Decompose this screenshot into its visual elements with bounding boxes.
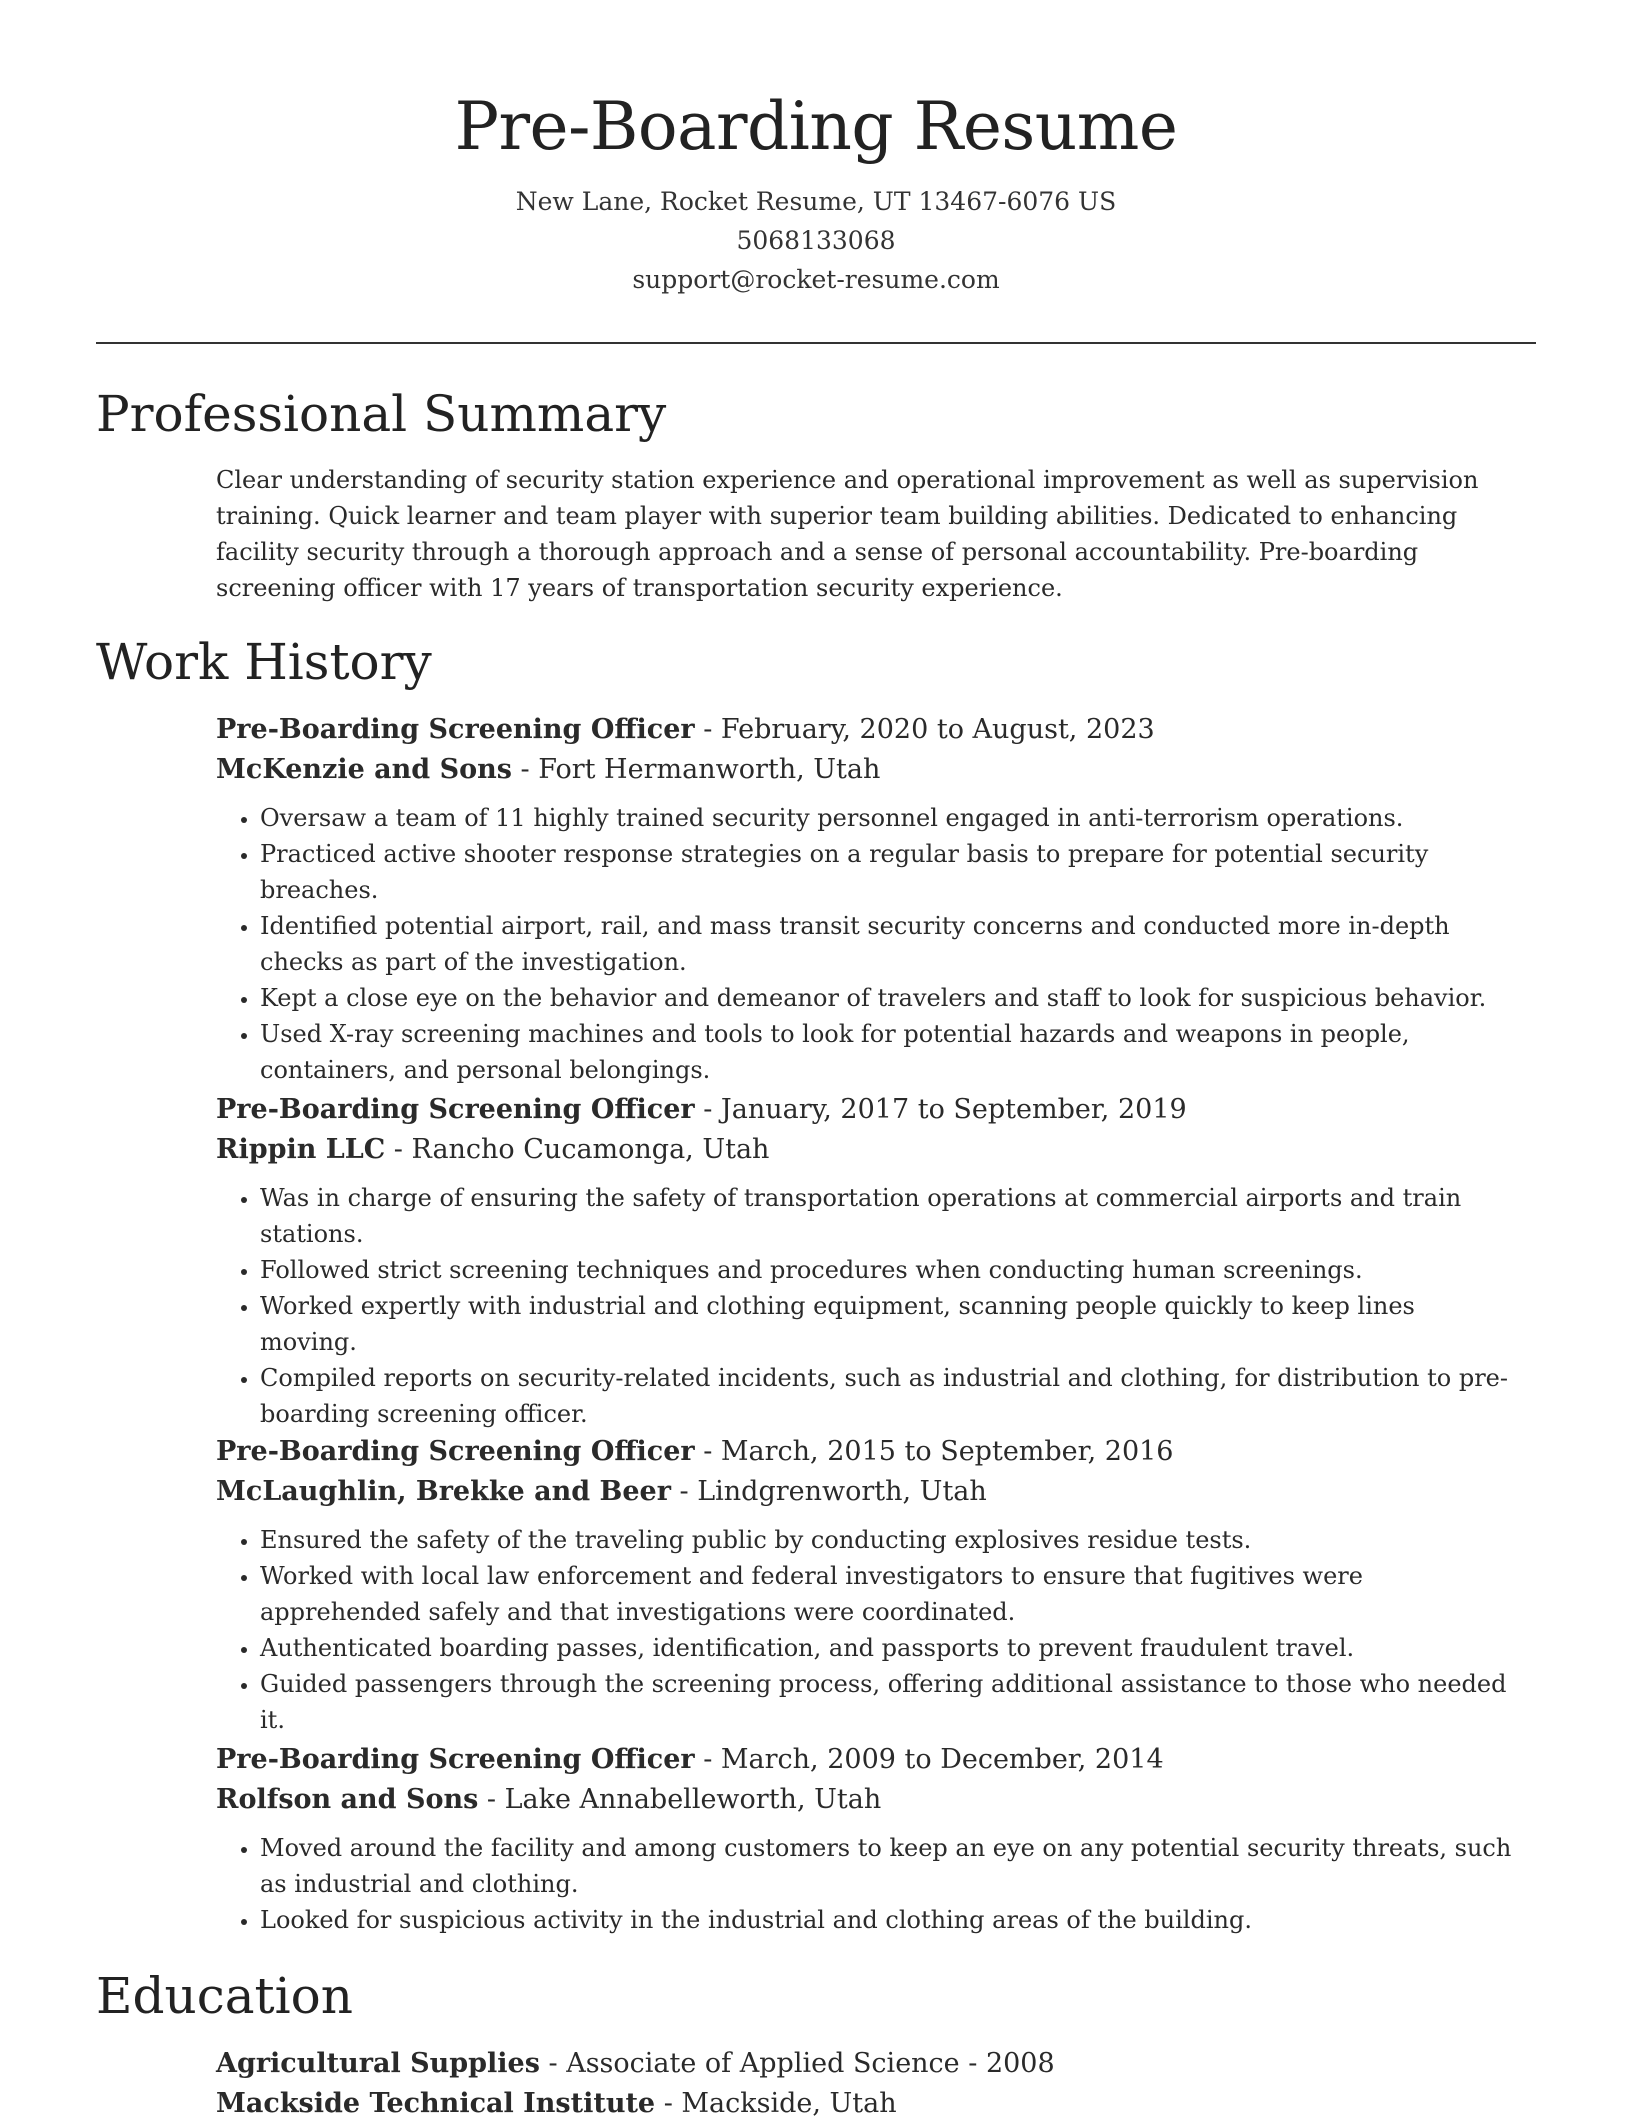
- job-bullets: [216, 1180, 1516, 1432]
- job-dates: - March, 2015 to September, 2016: [694, 1436, 1174, 1467]
- header-divider: [96, 342, 1536, 344]
- job-bullet: • Kept a close eye on the behavior and demeanor of travelers and staff to look for suspicious behavior.: [260, 980, 1516, 1016]
- job-title-line: [216, 1090, 1516, 1130]
- job-company-line: [216, 1472, 1516, 1512]
- job-entry: [216, 1090, 1516, 1432]
- job-company-line: [216, 1130, 1516, 1170]
- job-title: Pre-Boarding Screening Officer: [216, 1436, 695, 1467]
- job-title-line: [216, 1432, 1516, 1472]
- job-bullet: • Authenticated boarding passes, identification, and passports to prevent fraudulent travel.: [260, 1630, 1516, 1666]
- job-bullets: [216, 1830, 1516, 1938]
- job-entry: [216, 1740, 1516, 1938]
- job-company-line: [216, 1780, 1516, 1820]
- job-entry: [216, 1432, 1516, 1738]
- job-dates: - February, 2020 to August, 2023: [694, 714, 1155, 745]
- job-bullet: • Oversaw a team of 11 highly trained security personnel engaged in anti-terrorism operations.: [260, 800, 1516, 836]
- contact-phone: 5068133068: [736, 226, 896, 255]
- job-company: Rippin LLC: [216, 1134, 386, 1165]
- job-bullets: [216, 1522, 1516, 1738]
- job-bullet: • Practiced active shooter response strategies on a regular basis to prepare for potential security breaches.: [260, 836, 1516, 908]
- job-company: McKenzie and Sons: [216, 754, 512, 785]
- job-bullet: • Ensured the safety of the traveling public by conducting explosives residue tests.: [260, 1522, 1516, 1558]
- job-location: - Rancho Cucamonga, Utah: [385, 1134, 770, 1165]
- job-bullet: • Compiled reports on security-related incidents, such as industrial and clothing, for distribution to pre-boarding screening officer.: [260, 1360, 1516, 1432]
- job-company-line: [216, 750, 1516, 790]
- job-location: - Lake Annabelleworth, Utah: [478, 1784, 882, 1815]
- job-bullet: • Worked with local law enforcement and federal investigators to ensure that fugitives were apprehended safely and that investigations were coordinated.: [260, 1558, 1516, 1630]
- summary-heading: Professional Summary: [96, 385, 667, 443]
- job-location: - Fort Hermanworth, Utah: [511, 754, 881, 785]
- job-bullets: [216, 800, 1516, 1088]
- job-bullet: • Was in charge of ensuring the safety of transportation operations at commercial airports and train stations.: [260, 1180, 1516, 1252]
- job-company: McLaughlin, Brekke and Beer: [216, 1476, 671, 1507]
- job-bullet: • Moved around the facility and among customers to keep an eye on any potential security threats, such as industrial and clothing.: [260, 1830, 1516, 1902]
- job-title: Pre-Boarding Screening Officer: [216, 1094, 695, 1125]
- resume-header: [0, 82, 1632, 299]
- work-history-heading: Work History: [96, 633, 432, 691]
- job-title-line: [216, 1740, 1516, 1780]
- education-field: Agricultural Supplies: [216, 2048, 540, 2079]
- education-entry: [216, 2044, 1516, 2124]
- contact-address: New Lane, Rocket Resume, UT 13467-6076 US: [515, 187, 1117, 216]
- job-title: Pre-Boarding Screening Officer: [216, 1744, 695, 1775]
- job-bullet: • Worked expertly with industrial and clothing equipment, scanning people quickly to keep lines moving.: [260, 1288, 1516, 1360]
- job-title: Pre-Boarding Screening Officer: [216, 714, 695, 745]
- job-title-line: [216, 710, 1516, 750]
- education-school-line: [216, 2084, 1516, 2124]
- job-location: - Lindgrenworth, Utah: [670, 1476, 987, 1507]
- education-location: - Mackside, Utah: [655, 2088, 897, 2119]
- job-bullet: • Followed strict screening techniques and procedures when conducting human screenings.: [260, 1252, 1516, 1288]
- job-bullet: • Looked for suspicious activity in the industrial and clothing areas of the building.: [260, 1902, 1516, 1938]
- summary-text: Clear understanding of security station experience and operational improvement as well as supervision training. Quick learner and team player with superior team building abilities. Dedicated to enhancing facility security through a thorough approach and a sense of personal accountability. Pre-boarding screening officer with 17 years of transportation security experience.: [216, 466, 1479, 602]
- contact-email: support@rocket-resume.com: [632, 265, 1000, 294]
- education-school: Mackside Technical Institute: [216, 2088, 656, 2119]
- resume-title: Pre-Boarding Resume: [454, 88, 1178, 165]
- job-company: Rolfson and Sons: [216, 1784, 479, 1815]
- education-degree-line: [216, 2044, 1516, 2084]
- education-heading: Education: [96, 1967, 353, 2025]
- job-bullet: • Used X-ray screening machines and tools to look for potential hazards and weapons in people, containers, and personal belongings.: [260, 1016, 1516, 1088]
- job-dates: - March, 2009 to December, 2014: [694, 1744, 1164, 1775]
- job-bullet: • Identified potential airport, rail, and mass transit security concerns and conducted more in-depth checks as part of the investigation.: [260, 908, 1516, 980]
- job-entry: [216, 710, 1516, 1088]
- education-degree: - Associate of Applied Science - 2008: [539, 2048, 1055, 2079]
- job-bullet: • Guided passengers through the screening process, offering additional assistance to those who needed it.: [260, 1666, 1516, 1738]
- job-dates: - January, 2017 to September, 2019: [694, 1094, 1187, 1125]
